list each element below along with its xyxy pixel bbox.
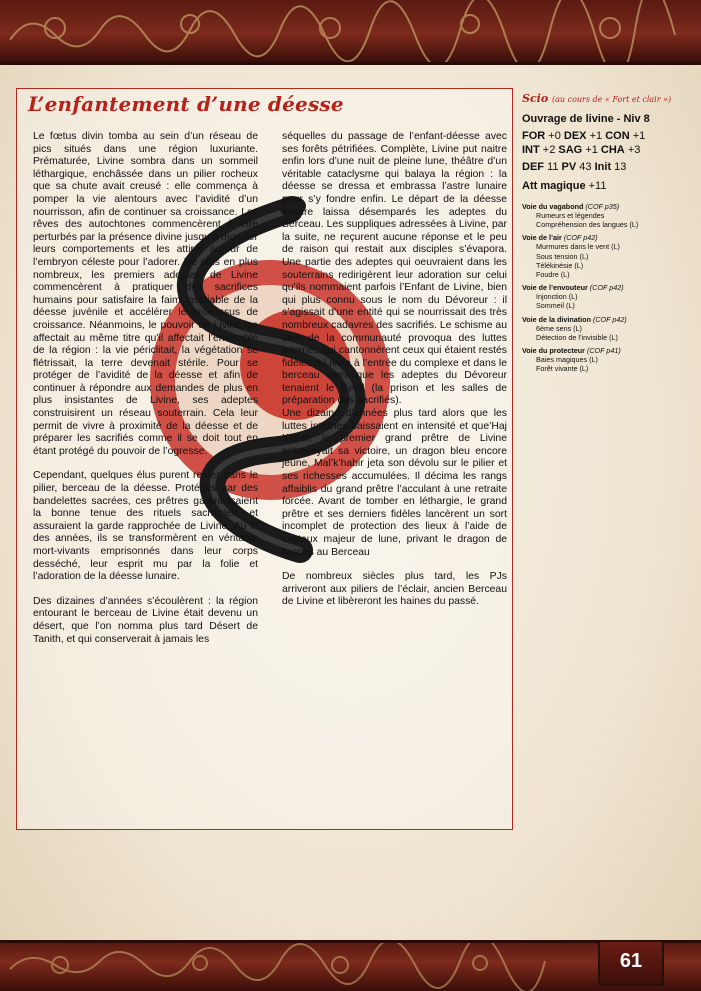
paragraph: Une dizaine d’années plus tard alors que les luttes internes baissaient en intensité et que’Haj Kabar, le premier grand prêtre de Livine entrevoyait sa victoire, un dragon bleu encore jeune, Mal’k’habir jeta son dévolu sur le pilier et ses richesses accumulées. Il décima les rangs affaiblis du grand prêtre l’acculant à une retraite forcée. Avant de tomber en léthargie, le grand prêtre et ses derniers fidèles lancèrent un sort incomplet de protection des lieux à l’aide de cristaux majeur de lune, privant le dragon de l’accès au Berceau xyxy=(282,408,507,558)
stats-row: INT +2 SAG +1 CHA +3 xyxy=(522,144,641,156)
way-items: Injonction (L) Sommeil (L) xyxy=(536,292,578,311)
stat-block xyxy=(522,92,692,373)
way-items: 6ème sens (L) Détection de l’invisible (L) xyxy=(536,323,618,342)
stats-row: FOR +0 DEX +1 CON +1 xyxy=(522,130,646,142)
article-column-right xyxy=(282,131,507,621)
ways-list xyxy=(522,202,692,373)
stats-row: Att magique +11 xyxy=(522,180,607,192)
stats-row: DEF 11 PV 43 Init 13 xyxy=(522,161,627,173)
paragraph: De nombreux siècles plus tard, les PJs arriveront aux piliers de l’éclair, ancien Berceau de Livine et libèreront les haines du passé. xyxy=(282,571,507,608)
article-title: L’enfantement d’une déesse xyxy=(28,92,344,116)
page-number: 61 xyxy=(619,950,643,972)
stat-block-title: Scio (au cours de « Fort et clair ») xyxy=(522,92,672,105)
stat-block-heading: Ouvrage de livine - Niv 8 xyxy=(522,113,650,125)
way-items: Baies magiques (L) Forêt vivante (L) xyxy=(536,355,598,374)
way-items: Murmures dans le vent (L) Sous tension (L) Télékinésie (L) Foudre (L) xyxy=(536,242,620,280)
way-title: Voie de l’envouteur (COF p42) xyxy=(522,283,624,293)
way-title: Voie de l’air (COF p42) xyxy=(522,233,598,243)
paragraph: Cependant, quelques élus purent rester dans le pilier, berceau de la déesse. Protégés par des bandelettes sacrées, ces prêtres garantissaient la bonne tenue des rituels sacrificiels et assuraient la garde rapprochée de Livine. Au fil des années, ils se transformèrent en véritable mort-vivants emprisonnés dans leur corps desséché, leur esprit mu par la folie et l’adoration de la déesse lunaire. xyxy=(33,470,258,583)
paragraph: Des dizaines d’années s’écoulèrent : la région entourant le berceau de Livine était devenu un désert, que l’on nomma plus tard Désert de Tanith, et qui conserverait à jamais les xyxy=(33,595,258,645)
way-items: Rumeurs et légendes Compréhension des langues (L) xyxy=(536,211,639,230)
footer-ornament xyxy=(0,940,701,991)
swirl-ornament-icon xyxy=(0,943,701,991)
header-ornament xyxy=(0,0,701,65)
swirl-ornament-icon xyxy=(0,0,701,62)
paragraph: séquelles du passage de l’enfant-déesse avec ses forêts pétrifiées. Complète, Livine put naitre enfin lors d’une nuit de pleine lune, théâtre d’un véritable cataclysme qui balaya la région : la déesse se dressa et embrassa l’astre lunaire pour s’y fondre enfin. Le départ de la déesse lunaire laissa désemparés les adeptes du Berceau. Les suppliques adressées à Livine, par la suite, ne reçurent aucune réponse et le peu de raison qui restait aux disciples s’évapora. Une partie des adeptes qui oeuvraient dans les souterrains redirigèrent leur adoration sur celui qu’ils nommaient parfois l’Enfant de Livine, bien qui plus connu sous le nom du Dévoreur : il s’agissait d’une entité qui se nourrissait des très nombreux cadavres des sacrifiés. Le schisme au sein de la communauté provoqua des luttes internes qui cantonnèrent ceux qui étaient restés fidèles à Livine à l’entrée du complexe et dans le berceau alors que les adeptes du Dévoreur tenaient le Seuil (la prison et les salles de préparation des sacrifiés). xyxy=(282,131,507,407)
article-column-left xyxy=(33,131,258,658)
paragraph: Le fœtus divin tomba au sein d’un réseau de pics situés dans une région luxuriante. Prématurée, Livine sombra dans un sommeil léthargique, enchâssée dans un pilier rocheux que sa chute avait creusé : elle commença à pomper la vie alentours avec l’avidité d’un nourrisson, afin de continuer sa croissance. Les rêves des autochtones commencèrent à être perturbés par la présence divine jusqu’à modifier leurs comportements et les attirer autour de l’embryon céleste pour l’adorer. De plus en plus nombreux, les premiers adeptes de Livine commencèrent à pratiquer des sacrifices humains pour satisfaire la faim insatiable de la déesse juvénile et accélérer le processus de croissance. Néanmoins, le pouvoir de Livine les affectait au même titre qu’il affectait l’ensemble de la région : la vie périclitait, la végétation se flétrissait, la terre devenait stérile. Pour se protéger de l’avidité de la déesse et afin de continuer à répondre aux demandes de plus en plus insistantes de Livine, ses adeptes construisirent un réseau souterrain. Cela leur permit de vivre à proximité de la déesse et de préparer les sacrifiés comme il se doit tout en étant protégé du pouvoir de l’ogresse. xyxy=(33,131,258,457)
way-title: Voie du vagabond (COF p35) xyxy=(522,202,620,211)
way-title: Voie du protecteur (COF p41) xyxy=(522,346,621,356)
way-title: Voie de la divination (COF p42) xyxy=(522,314,627,324)
